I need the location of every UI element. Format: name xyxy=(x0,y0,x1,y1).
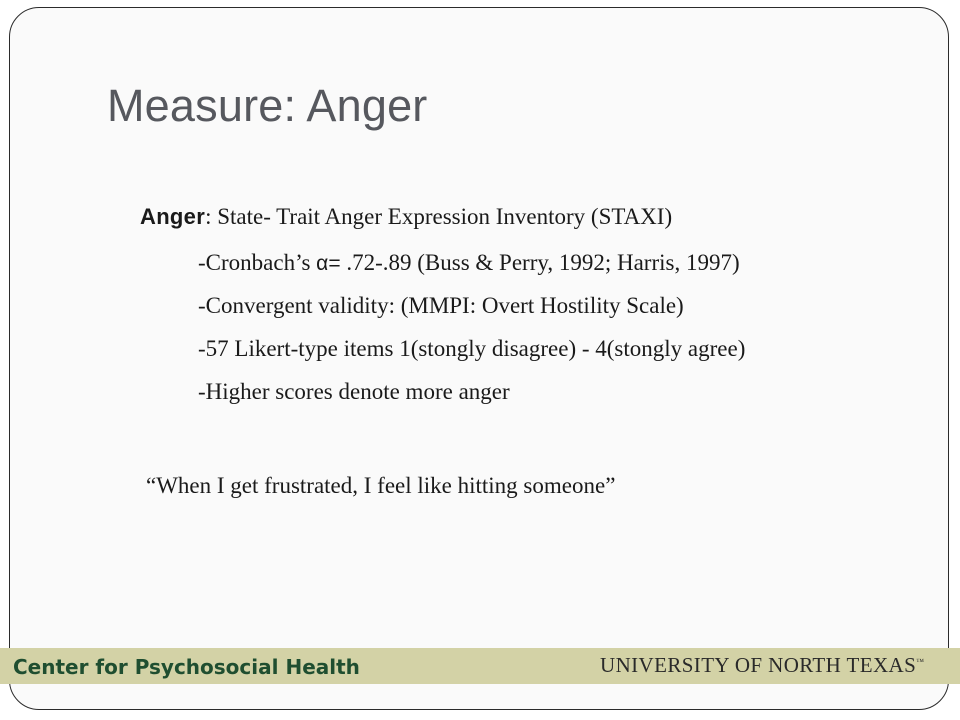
example-item-quote: “When I get frustrated, I feel like hitting someone” xyxy=(146,473,616,498)
cronbach-alpha-line xyxy=(198,251,740,274)
cronbach-values: .72-.89 (Buss & Perry, 1992; Harris, 1997) xyxy=(340,250,740,275)
center-name: Center for Psychosocial Health xyxy=(13,655,360,679)
staxi-description: : State- Trait Anger Expression Inventory (STAXI) xyxy=(205,204,673,229)
trademark-symbol: ™ xyxy=(916,657,925,666)
slide-title: Measure: Anger xyxy=(107,80,428,131)
convergent-validity-line: -Convergent validity: (MMPI: Overt Hostility Scale) xyxy=(198,293,684,318)
anger-definition-line xyxy=(140,205,672,228)
cronbach-prefix: -Cronbach’s xyxy=(198,250,317,275)
university-logo xyxy=(600,655,924,676)
university-name: UNIVERSITY OF NORTH TEXAS xyxy=(600,653,917,677)
anger-term: Anger xyxy=(140,204,206,229)
higher-scores-line: -Higher scores denote more anger xyxy=(198,379,510,404)
alpha-symbol: α= xyxy=(316,252,341,275)
likert-items-line: -57 Likert-type items 1(stongly disagree) - 4(stongly agree) xyxy=(198,336,746,361)
